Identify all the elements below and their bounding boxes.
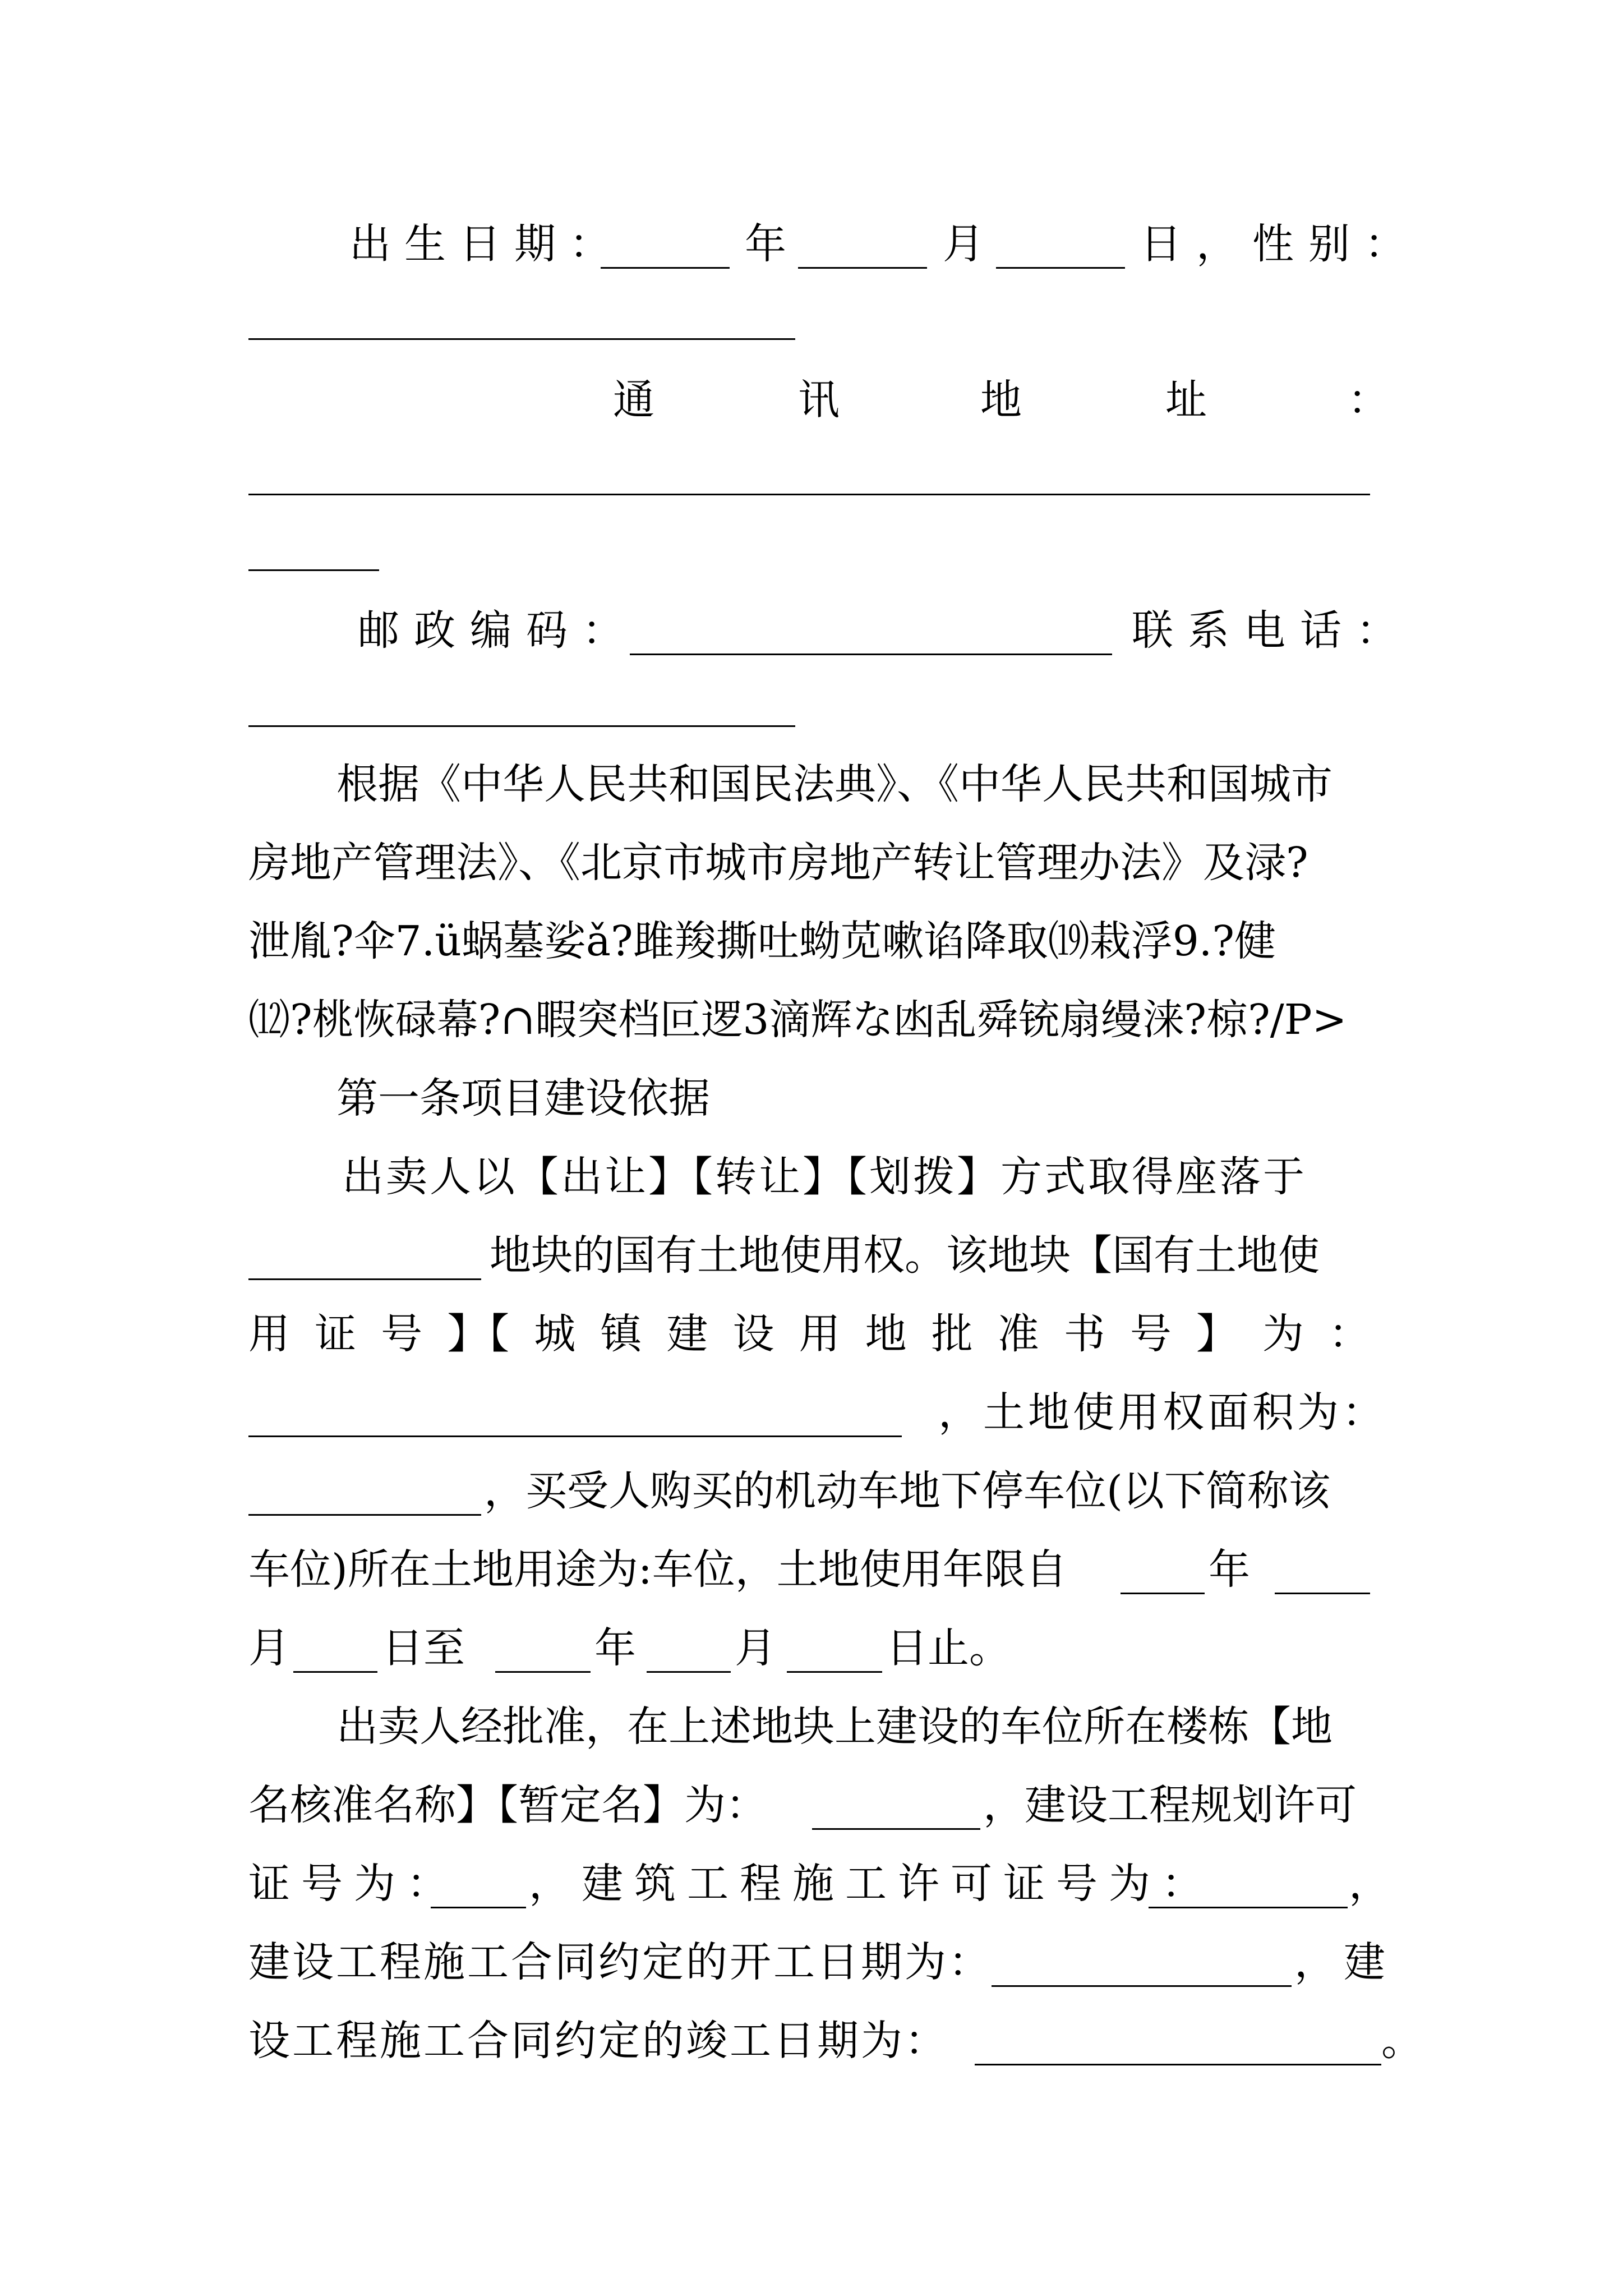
term-end-day-blank [787,1630,882,1673]
para1-line-4 [248,1373,1393,1452]
month-label: 月 [943,220,984,268]
para1-l3-p8: 用 [799,1310,841,1358]
para2-line-3 [248,1844,1393,1923]
para1-l3-p16: ： [1329,1310,1370,1358]
term-end-day-label: 日止。 [886,1624,1011,1672]
address-char-4: 址 [1165,376,1207,424]
para2-line-5 [248,2001,1423,2080]
day-gender-label: 日，性别： [1140,220,1421,268]
planning-permit-blank [431,1865,526,1908]
term-end-month-blank [647,1630,731,1673]
phone-label: 联系电话： [1132,606,1412,655]
para2-line-3-text-c: ， [1349,1860,1390,1908]
para2-line-2-text-a: 名核准名称】【暂定名】为： [248,1781,767,1829]
land-parcel-blank [248,1237,481,1280]
para2-line-4-text-a: 建设工程施工合同约定的开工日期为： [248,1938,992,1986]
birth-month-blank [798,226,927,269]
para1-l3-p6: 建 [666,1310,708,1358]
address-blank-2 [248,569,379,571]
legal-basis-line-2: 房地产管理法》、《北京市城市房地产转让管理办法》及渌? [248,839,1308,887]
para1-line-5-text: ，买受人购买的机动车地下停车位(以下简称该 [484,1467,1330,1515]
start-date-blank [992,1944,1292,1987]
legal-basis-line-4: ⑿?桃恢碌幕?∩暇突档叵逻3滴辉な凼乱舜铳扇缦涞?椋?/P> [248,996,1347,1044]
address-line [248,361,1393,439]
birth-date-label: 出生日期： [349,220,624,268]
para1-l3-p9: 地 [865,1310,907,1358]
para1-line-3 [248,1295,1370,1373]
para1-l3-p10: 批 [931,1310,973,1358]
term-start-month-label: 月 [248,1624,290,1672]
para1-line-7 [248,1609,1393,1687]
para2-line-4 [248,1923,1393,2001]
para2-line-1: 出卖人经批准，在上述地块上建设的车位所在楼栋【地 [336,1703,1332,1751]
certificate-number-blank [248,1394,902,1437]
address-blank-1 [248,494,1370,495]
para2-line-2-text-b: ，建设工程规划许可 [983,1781,1357,1829]
term-end-year-blank [495,1630,591,1673]
para2-line-3-text-a: 证号为： [248,1860,459,1908]
postal-code-label: 邮政编码： [358,606,638,655]
legal-basis-line-3: 泄胤?伞7.ü蜗墓娑ǎ?雎羧撕吐蚴苋嗽谄降取⒆栽浮9.?健 [248,917,1276,965]
term-start-day-label: 日至 [382,1624,465,1672]
address-char-3: 地 [980,376,1022,424]
para1-l3-p5: 镇 [600,1310,642,1358]
term-start-year-blank [1121,1551,1205,1594]
birth-day-blank [996,226,1125,269]
postal-code-blank [630,612,1112,655]
legal-basis-line-1: 根据《中华人民共和国民法典》、《中华人民共和国城市 [336,760,1332,808]
para2-line-4-text-b: ，建 [1294,1938,1393,1986]
para1-l3-p1: 证 [315,1310,357,1358]
para2-line-5-text-b: 。 [1381,2017,1423,2065]
address-colon: ： [1348,376,1389,424]
construction-permit-blank [1149,1865,1348,1908]
para2-line-3-text-b: ，建筑工程施工许可证号为： [529,1860,1214,1908]
para1-line-4-text: ，土地使用权面积为： [938,1388,1387,1437]
birth-date-line [248,205,1421,283]
gender-blank [248,338,795,340]
para1-line-6 [248,1530,1393,1609]
para1-line-5 [248,1452,1393,1530]
completion-date-blank [975,2022,1381,2065]
para1-line-2-text: 地块的国有土地使用权。该地块【国有土地使 [490,1231,1320,1280]
para1-l3-p14: 】 [1196,1310,1238,1358]
term-end-month-label: 月 [735,1624,776,1672]
para1-l3-p0: 用 [248,1310,290,1358]
postal-phone-line [248,591,1412,670]
address-char-1: 通 [613,376,654,424]
para1-l3-p2: 号 [381,1310,423,1358]
term-end-year-label: 年 [594,1624,636,1672]
term-start-month-blank [1275,1551,1370,1594]
para1-l3-p11: 准 [997,1310,1039,1358]
para1-l3-p13: 号 [1129,1310,1172,1358]
para1-l3-p15: 为 [1262,1310,1304,1358]
year-label: 年 [745,220,786,268]
para1-line-6-text: 车位)所在土地用途为:车位，土地使用年限自 [248,1545,1067,1594]
address-char-2: 讯 [798,376,840,424]
para1-l3-p3: 】【 [447,1310,510,1358]
birth-year-blank [601,226,730,269]
para1-l3-p7: 设 [732,1310,774,1358]
term-start-day-blank [293,1630,377,1673]
para1-line-1: 出卖人以【出让】【转让】【划拨】方式取得座落于 [342,1153,1307,1201]
land-area-blank [248,1473,481,1516]
term-start-year-label: 年 [1209,1545,1250,1594]
para1-l3-p12: 书 [1063,1310,1105,1358]
para2-line-5-text-a: 设工程施工合同约定的竣工日期为： [248,2017,948,2065]
para1-line-2 [248,1216,1393,1295]
phone-blank [248,725,795,727]
para2-line-2 [248,1766,1393,1844]
building-name-blank [812,1787,980,1830]
para1-l3-p4: 城 [534,1310,576,1358]
article-1-heading: 第一条项目建设依据 [336,1074,710,1122]
